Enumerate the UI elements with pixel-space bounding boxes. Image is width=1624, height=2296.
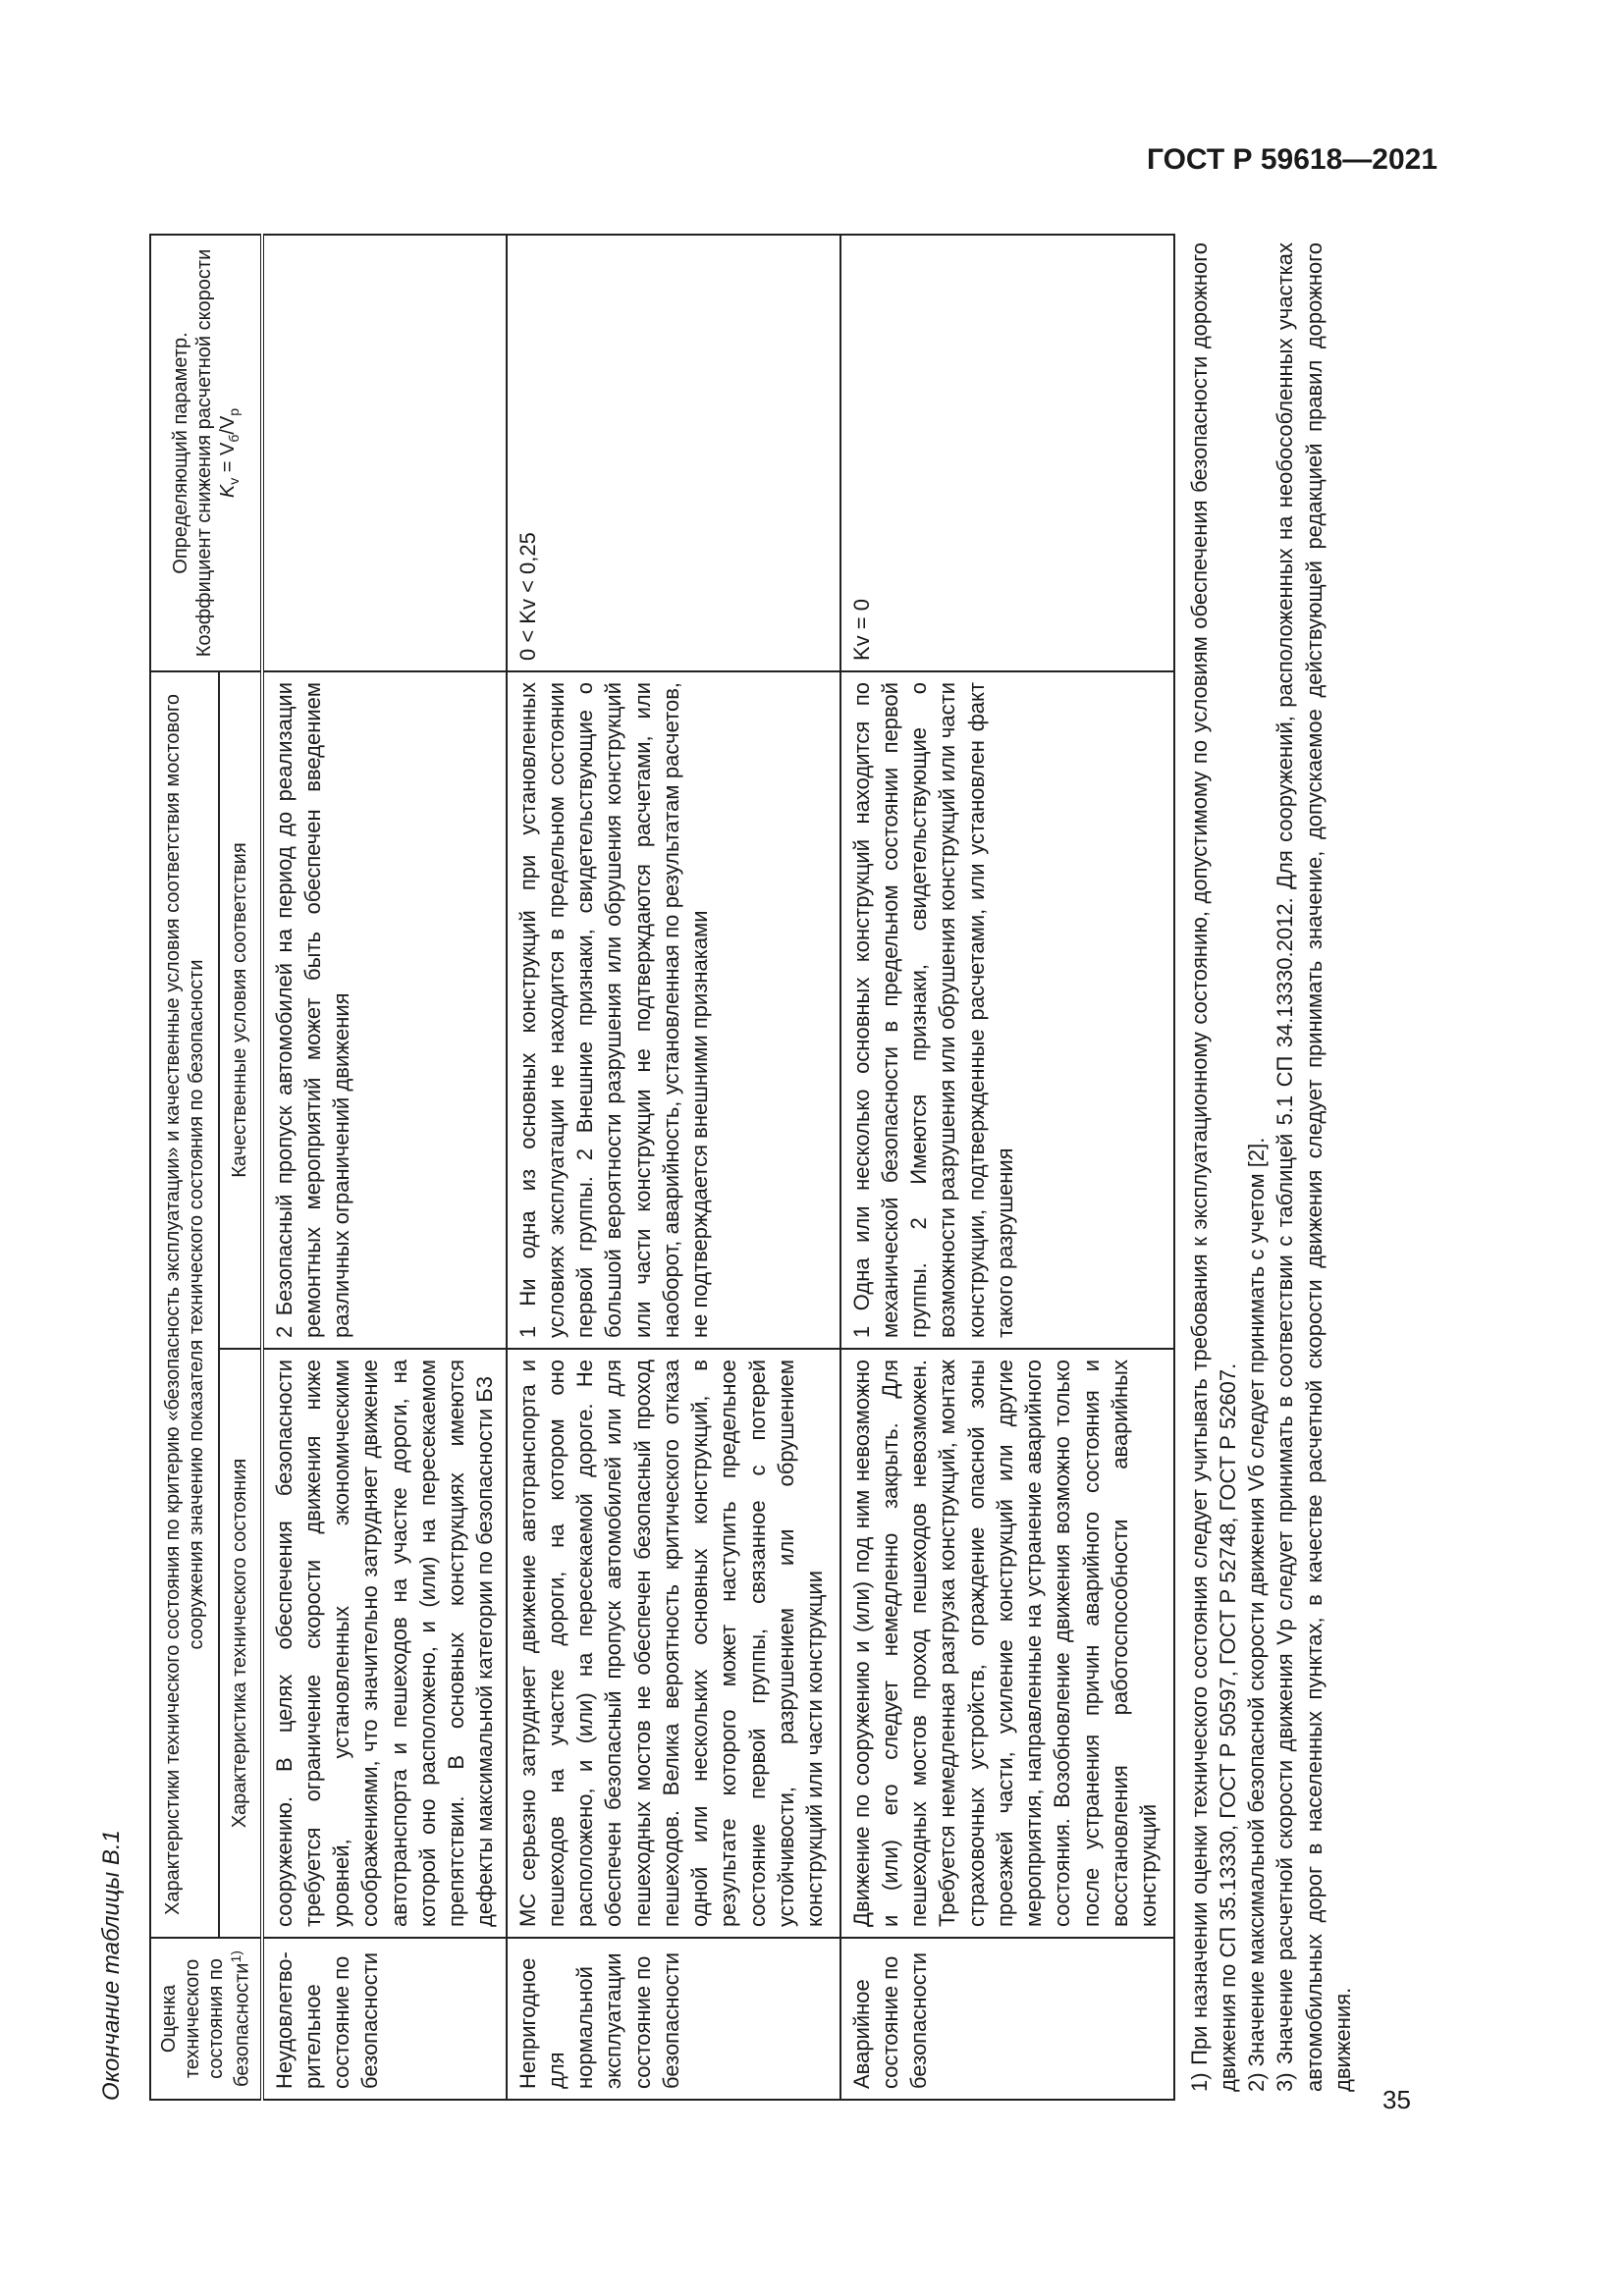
head-assessment: Оценка технического состояния по безопасности$^{1)}$ [150,1938,262,2100]
technical-state-table [149,234,1367,2101]
footnote-1: 1) При назначении оценки технического состояния следует учитывать требования к эксплуатационному состоянию, допустимому по условиям обеспечения безопасности дорожного движения по СП 35.13330, ГОСТ Р 50597, ГОСТ Р 52748, ГОСТ Р 52607. [1186,242,1240,2092]
rotated-table-area [98,236,1437,2101]
row-assessment: Аварийное состояние по безопасности [840,1938,1174,2100]
row-assessment: Непригодное для нормальной эксплуатации состояние по безопасности [507,1938,840,2100]
row-param: Kv = 0 [840,235,1174,671]
footnote-2: 2) Значение максимальной безопасной скорости движения Vб следует принимать с учетом [2]. [1244,1137,1270,2092]
row-assessment: Неудовлетво-рительное состояние по безопасности [262,1938,507,2100]
footnote-3: 3) Значение расчетной скорости движения Vр следует принимать в соответствии с таблицей 5.1 СП 34.13330.2012. Для сооружений, расположенных на необособленных участках автомобильных дорог в населенных пунктах, в качестве расчетной скорости движения следует принимать значение, допускаемое действующей редакцией правил дорожного движения. [1272,242,1355,2092]
table-caption: Окончание таблицы В.1 [98,1830,125,2101]
table-row [507,235,840,2100]
head-param: Определяющий параметр. Коэффициент снижения расчетной скорости $K_v = V_б/V_р$ [150,235,262,671]
row-param [262,235,507,671]
row-characteristic: Движение по сооружению и (или) под ним невозможно и (или) его следует немедленно закрыть. Для пешеходных мостов проход пешеходов невозможен. Требуется немедленная разгрузка конструкций, монтаж страховочных устройств, ограждение опасной зоны проезжей части, усиление конструкций или другие мероприятия, направленные на устранение аварийного состояния. Возобновление движения возможно только после устранения причин аварийного состояния и восстановления работоспособности аварийных конструкций [840,1349,1174,1938]
table-row [840,235,1174,2100]
head-conditions: Качественные условия соответствия [219,671,262,1349]
table-head-row-1 [150,235,219,2100]
footnote-row [1174,235,1368,2100]
document-code: ГОСТ Р 59618—2021 [1146,143,1437,176]
row-characteristic: сооружению. В целях обеспечения безопасности требуется ограничение скорости движения ниже уровней, установленных экономическими соображениями, что значительно затрудняет движение автотранспорта и пешеходов на участке дороги, на которой оно расположено, и (или) на пересекаемом препятствии. В основных конструкциях имеются дефекты максимальной категории по безопасности Б3 [262,1349,507,1938]
head-characteristic: Характеристика технического состояния [219,1349,262,1938]
footnotes [1174,235,1368,2100]
row-conditions: 1 Одна или несколько основных конструкций находится по механической безопасности в предельном состоянии первой группы. 2 Имеются признаки, свидетельствующие о возможности разрушения или обрушения конструкций или части конструкции, подтвержденные расчетами, или установлен факт такого разрушения [840,671,1174,1349]
row-conditions: 1 Ни одна из основных конструкций при установленных условиях эксплуатации не находится в предельном состоянии первой группы. 2 Внешние признаки, свидетельствующие о большой вероятности разрушения или обрушения конструкций или части конструкции не подтверждаются расчетами, или наоборот, аварийность, установленная по результатам расчетов, не подтверждается внешними признаками [507,671,840,1349]
row-param: 0 < Kv < 0,25 [507,235,840,671]
table-row [262,235,507,2100]
row-conditions: 2 Безопасный пропуск автомобилей на период до реализации ремонтных мероприятий может быть обеспечен введением различных ограничений движения [262,671,507,1349]
page-number: 35 [1382,2085,1411,2114]
row-characteristic: МС серьезно затрудняет движение автотранспорта и пешеходов на участке дороги, на котором оно расположено, и (или) на пересекаемой дороге. Не обеспечен безопасный пропуск автомобилей или для пешеходных мостов не обеспечен безопасный проход пешеходов. Велика вероятность критического отказа одной или нескольких основных конструкций, в результате которого может наступить предельное состояние первой группы, связанное с потерей устойчивости, разрушением или обрушением конструкций или части конструкции [507,1349,840,1938]
head-group: Характеристики технического состояния по критерию «безопасность эксплуатации» и качественные условия соответствия мостового сооружения значению показателя технического состояния по безопасности [150,671,219,1938]
